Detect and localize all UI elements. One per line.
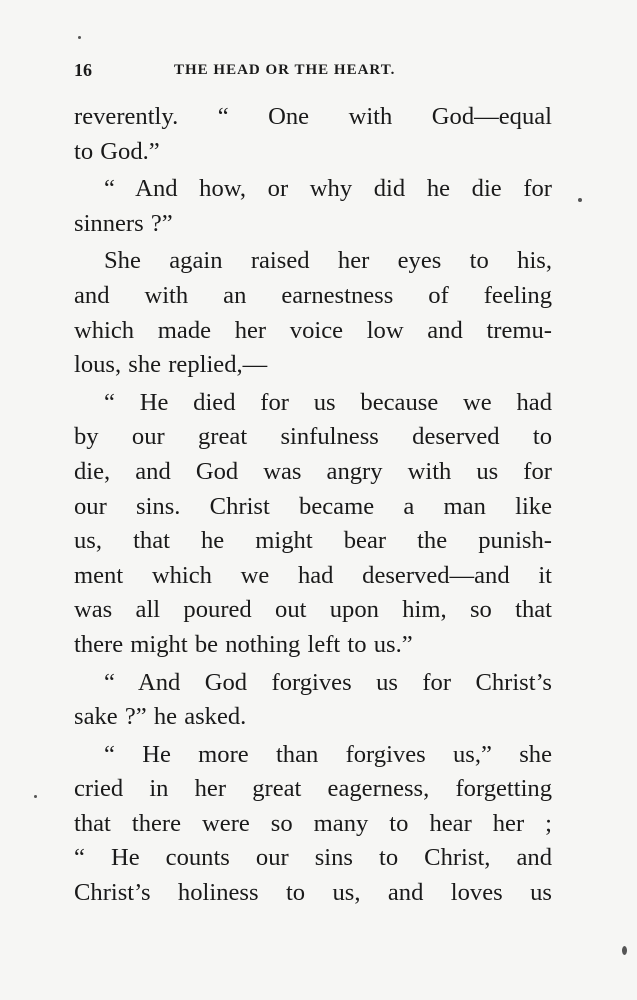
text-line: reverently. “ One with God—equal [74,103,552,130]
text-line: cried in her great eagerness, forgetting [74,775,552,803]
ink-speck [622,946,627,955]
ink-speck [578,198,582,202]
text-line: She again raised her eyes to his, [104,247,552,275]
text-line: ment which we had deserved—and it [74,561,552,589]
text-line: which made her voice low and tremu- [74,316,552,344]
text-line: die, and God was angry with us for [74,457,552,485]
text-line: “ He more than forgives us,” she [104,740,552,768]
text-line: “ He counts our sins to Christ, and [74,844,552,872]
text-line: our sins. Christ became a man like [74,492,552,520]
text-line: “ And God forgives us for Christ’s [104,668,552,696]
text-line: us, that he might bear the punish- [74,527,552,555]
text-line: there might be nothing left to us.” [74,630,413,658]
body-text [74,100,552,911]
text-line: by our great sinfulness deserved to [74,423,552,451]
text-line: Christ’s holiness to us, and loves us [74,879,552,907]
text-line: to God.” [74,137,160,165]
running-head: THE HEAD OR THE HEART. [174,62,396,78]
text-line: sinners ?” [74,209,173,237]
page-number: 16 [74,60,92,80]
text-line: “ And how, or why did he die for [104,175,552,203]
text-line: and with an earnestness of feeling [74,281,552,309]
ink-speck [78,36,81,39]
text-line: “ He died for us because we had [104,388,552,416]
text-line: sake ?” he asked. [74,703,247,731]
text-line: lous, she replied,— [74,351,268,379]
text-line: was all poured out upon him, so that [74,596,552,624]
page-header [74,60,552,84]
ink-speck [34,795,37,798]
text-line: that there were so many to hear her ; [74,809,552,837]
